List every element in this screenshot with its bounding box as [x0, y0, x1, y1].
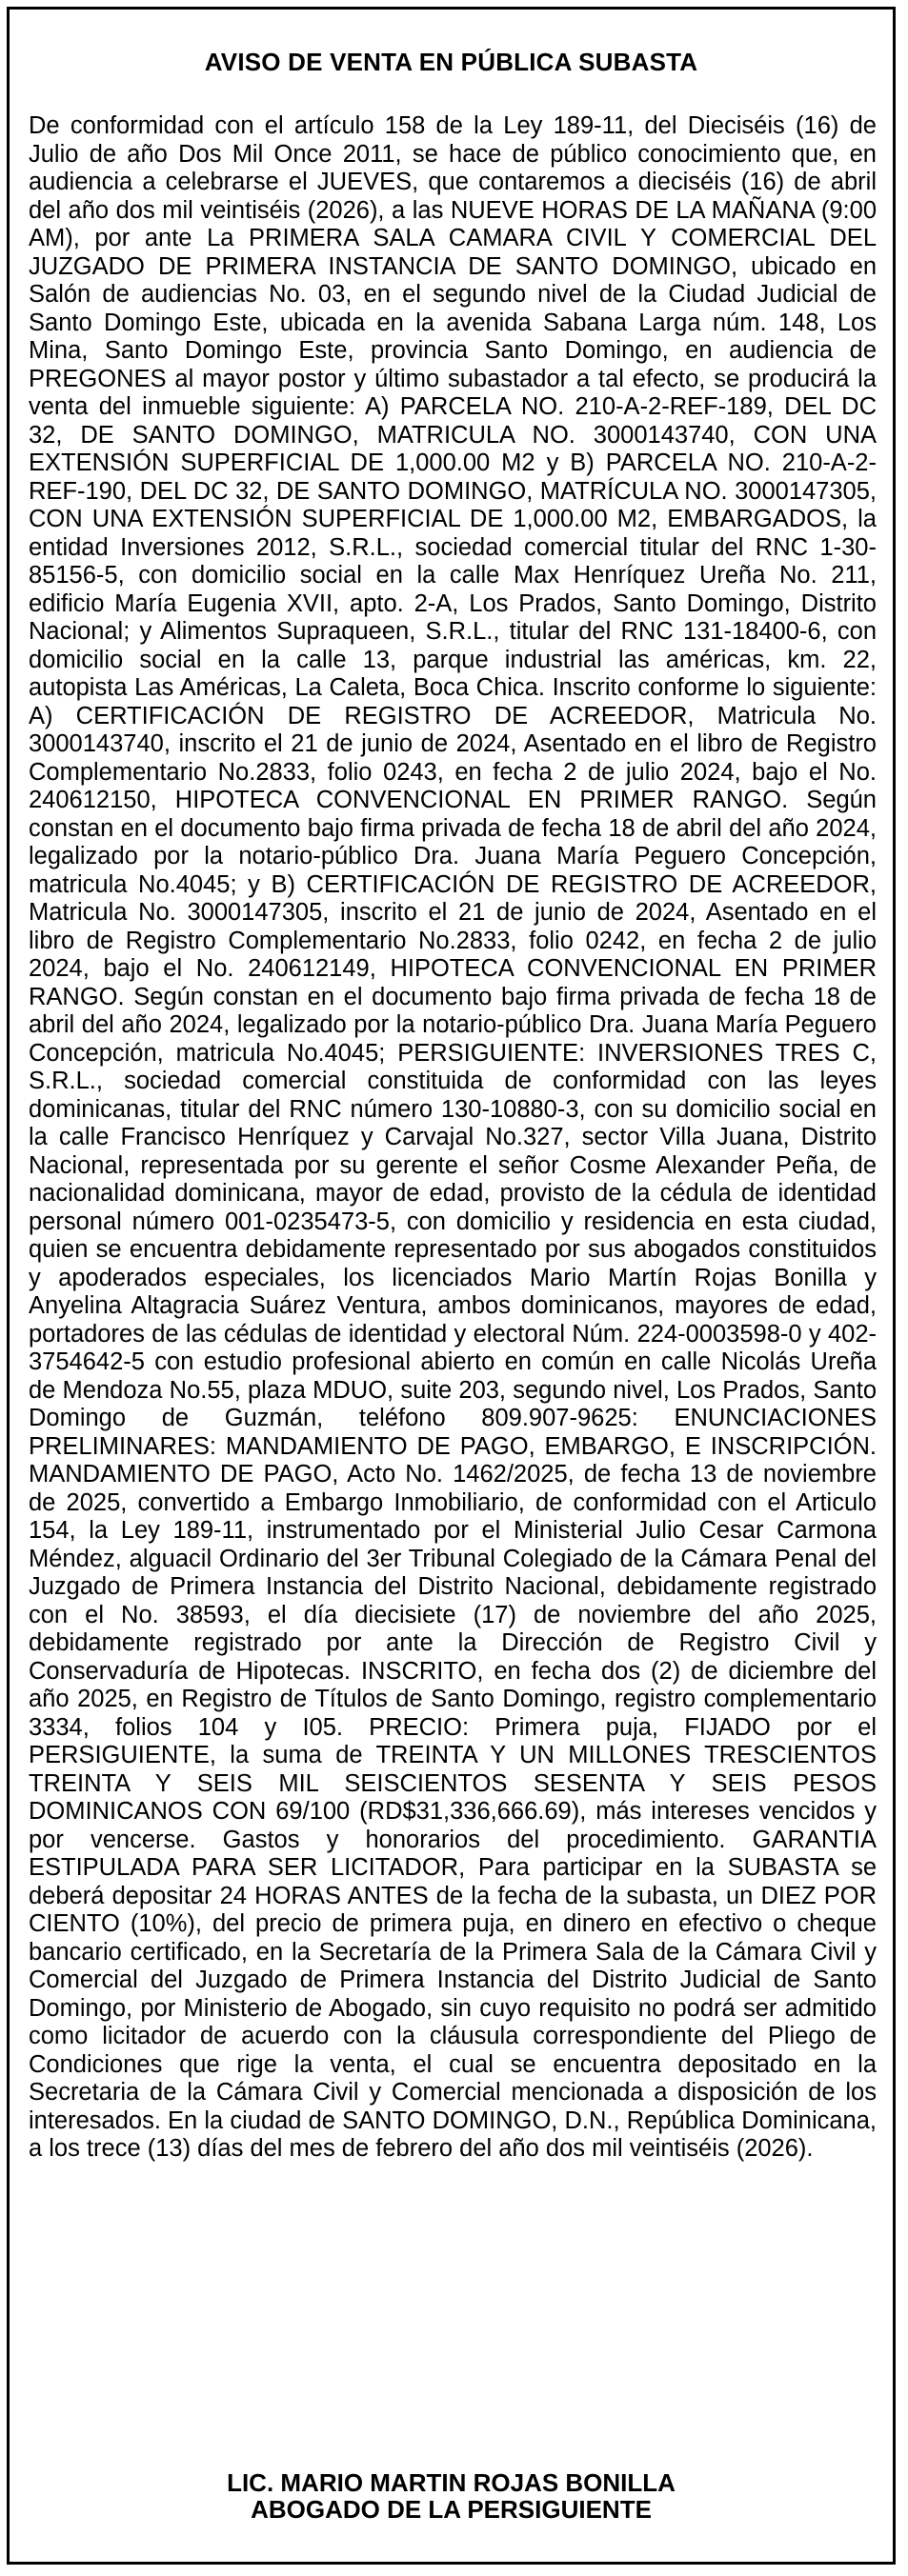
signature-name: LIC. MARIO MARTIN ROJAS BONILLA	[227, 2468, 676, 2497]
signature-block	[10, 2469, 893, 2523]
notice-frame	[7, 7, 896, 2565]
notice-body: De conformidad con el artículo 158 de la Ley 189-11, del Dieciséis (16) de Julio de año Dos Mil Once 2011, se hace de público conocimiento que, en audiencia a celebrarse el JUEVES, que contaremos a dieciséis (16) de abril del año dos mil veintiséis (2026), a las NUEVE HORAS DE LA MAÑANA (9:00 AM), por ante La PRIMERA SALA CAMARA CIVIL Y COMERCIAL DEL JUZGADO DE PRIMERA INSTANCIA DE SANTO DOMINGO, ubicado en Salón de audiencias No. 03, en el segundo nivel de la Ciudad Judicial de Santo Domingo Este, ubicada en la avenida Sabana Larga núm. 148, Los Mina, Santo Domingo Este, provincia Santo Domingo, en audiencia de PREGONES al mayor postor y último subastador a tal efecto, se producirá la venta del inmueble siguiente: A) PARCELA NO. 210-A-2-REF-189, DEL DC 32, DE SANTO DOMINGO, MATRICULA NO. 3000143740, CON UNA EXTENSIÓN SUPERFICIAL DE 1,000.00 M2 y B) PARCELA NO. 210-A-2-REF-190, DEL DC 32, DE SANTO DOMINGO, MATRÍCULA NO. 3000147305, CON UNA EXTENSIÓN SUPERFICIAL DE 1,000.00 M2, EMBARGADOS, la entidad Inversiones 2012, S.R.L., sociedad comercial titular del RNC 1-30-85156-5, con domicilio social en la calle Max Henríquez Ureña No. 211, edificio María Eugenia XVII, apto. 2-A, Los Prados, Santo Domingo, Distrito Nacional; y Alimentos Supraqueen, S.R.L., titular del RNC 131-18400-6, con domicilio social en la calle 13, parque industrial las américas, km. 22, autopista Las Américas, La Caleta, Boca Chica. Inscrito conforme lo siguiente: A) CERTIFICACIÓN DE REGISTRO DE ACREEDOR, Matricula No. 3000143740, inscrito el 21 de junio de 2024, Asentado en el libro de Registro Complementario No.2833, folio 0243, en fecha 2 de julio 2024, bajo el No. 240612150, HIPOTECA CONVENCIONAL EN PRIMER RANGO. Según constan en el documento bajo firma privada de fecha 18 de abril del año 2024, legalizado por la notario-público Dra. Juana María Peguero Concepción, matricula No.4045; y B) CERTIFICACIÓN DE REGISTRO DE ACREEDOR, Matricula No. 3000147305, inscrito el 21 de junio de 2024, Asentado en el libro de Registro Complementario No.2833, folio 0242, en fecha 2 de julio 2024, bajo el No. 240612149, HIPOTECA CONVENCIONAL EN PRIMER RANGO. Según constan en el documento bajo firma privada de fecha 18 de abril del año 2024, legalizado por la notario-público Dra. Juana María Peguero Concepción, matricula No.4045; PERSIGUIENTE: INVERSIONES TRES C, S.R.L., sociedad comercial constituida de conformidad con las leyes dominicanas, titular del RNC número 130-10880-3, con su domicilio social en la calle Francisco Henríquez y Carvajal No.327, sector Villa Juana, Distrito Nacional, representada por su gerente el señor Cosme Alexander Peña, de nacionalidad dominicana, mayor de edad, provisto de la cédula de identidad personal número 001-0235473-5, con domicilio y residencia en esta ciudad, quien se encuentra debidamente representado por sus abogados constituidos y apoderados especiales, los licenciados Mario Martín Rojas Bonilla y Anyelina Altagracia Suárez Ventura, ambos dominicanos, mayores de edad, portadores de las cédulas de identidad y electoral Núm. 224-0003598-0 y 402-3754642-5 con estudio profesional abierto en común en calle Nicolás Ureña de Mendoza No.55, plaza MDUO, suite 203, segundo nivel, Los Prados, Santo Domingo de Guzmán, teléfono 809.907-9625: ENUNCIACIONES PRELIMINARES: MANDAMIENTO DE PAGO, EMBARGO, E INSCRIPCIÓN. MANDAMIENTO DE PAGO, Acto No. 1462/2025, de fecha 13 de noviembre de 2025, convertido a Embargo Inmobiliario, de conformidad con el Articulo 154, la Ley 189-11, instrumentado por el Ministerial Julio Cesar Carmona Méndez, alguacil Ordinario del 3er Tribunal Colegiado de la Cámara Penal del Juzgado de Primera Instancia del Distrito Nacional, debidamente registrado con el No. 38593, el día diecisiete (17) de noviembre del año 2025, debidamente registrado por ante la Dirección de Registro Civil y Conservaduría de Hipotecas. INSCRITO, en fecha dos (2) de diciembre del año 2025, en Registro de Títulos de Santo Domingo, registro complementario 3334, folios 104 y I05. PRECIO: Primera puja, FIJADO por el PERSIGUIENTE, la suma de TREINTA Y UN MILLONES TRESCIENTOS TREINTA Y SEIS MIL SEISCIENTOS SESENTA Y SEIS PESOS DOMINICANOS CON 69/100 (RD$31,336,666.69), más intereses vencidos y por vencerse. Gastos y honorarios del procedimiento. GARANTIA ESTIPULADA PARA SER LICITADOR, Para participar en la SUBASTA se deberá depositar 24 HORAS ANTES de la fecha de la subasta, un DIEZ POR CIENTO (10%), del precio de primera puja, en dinero en efectivo o cheque bancario certificado, en la Secretaría de la Primera Sala de la Cámara Civil y Comercial del Juzgado de Primera Instancia del Distrito Judicial de Santo Domingo, por Ministerio de Abogado, sin cuyo requisito no podrá ser admitido como licitador de acuerdo con la cláusula correspondiente del Pliego de Condiciones que rige la venta, el cual se encuentra depositado en la Secretaria de la Cámara Civil y Comercial mencionada a disposición de los interesados. En la ciudad de SANTO DOMINGO, D.N., República Dominicana, a los trece (13) días del mes de febrero del año dos mil veintiséis (2026).	[29, 112, 877, 2162]
notice-title: AVISO DE VENTA EN PÚBLICA SUBASTA	[204, 48, 698, 76]
signature-role: ABOGADO DE LA PERSIGUIENTE	[251, 2495, 652, 2524]
